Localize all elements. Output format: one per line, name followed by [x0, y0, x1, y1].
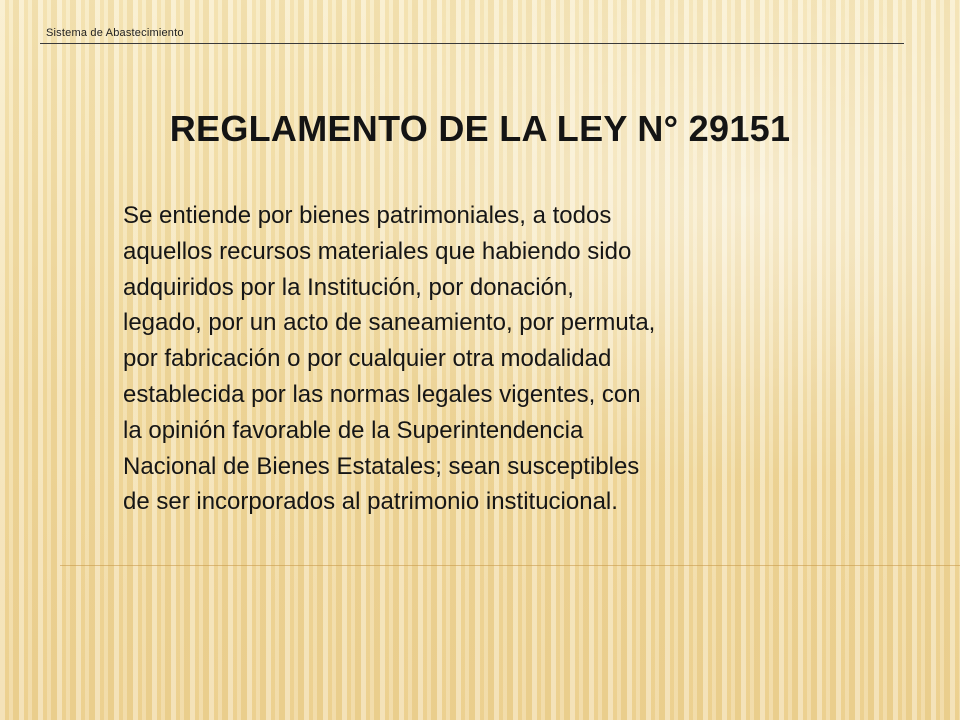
body-line: Nacional de Bienes Estatales; sean susceptibles — [123, 452, 640, 480]
body-line: legado, por un acto de saneamiento, por permuta, — [123, 309, 656, 337]
body-line: por fabricación o por cualquier otra modalidad — [123, 345, 612, 373]
decorative-divider — [60, 565, 960, 566]
body-line: establecida por las normas legales vigentes, con — [123, 380, 641, 408]
slide-title: REGLAMENTO DE LA LEY N° 29151 — [169, 108, 791, 149]
body-line: la opinión favorable de la Superintendencia — [123, 416, 584, 444]
body-paragraph — [123, 198, 843, 520]
body-line: Se entiende por bienes patrimoniales, a todos — [123, 202, 612, 229]
header-rule — [40, 43, 904, 44]
body-line: de ser incorporados al patrimonio institucional. — [123, 488, 618, 516]
header-label: Sistema de Abastecimiento — [46, 27, 184, 39]
body-line: aquellos recursos materiales que habiendo sido — [123, 237, 632, 265]
body-line: adquiridos por la Institución, por donación, — [123, 273, 574, 301]
